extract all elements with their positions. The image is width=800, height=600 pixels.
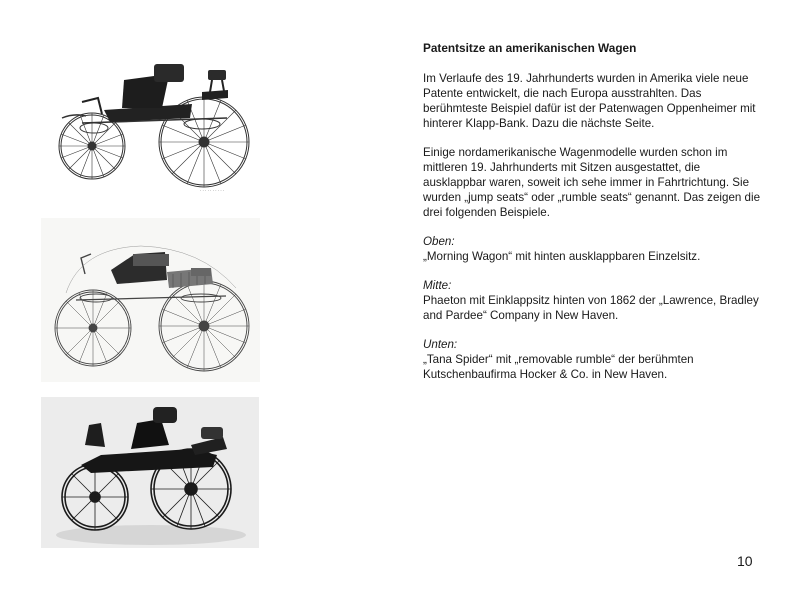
paragraph: Im Verlaufe des 19. Jahrhunderts wurden in Amerika viele neue Patente entwickelt, die nach Europa ausstrahlten. Das berühmteste Beispiel dafür ist der Patenwagen Oppenheimer mit hinterer Klapp-Bank. Dazu die nächste Seite. xyxy=(423,72,756,130)
paragraph: Einige nordamerikanische Wagenmodelle wurden schon im mittleren 19. Jahrhunderts mit Sitzen ausgestattet, die ausklappbar waren, soweit ich sehe immer in Fahrtrichtung. Sie wurden „jump seats“ oder „rumble seats“ genannt. Das zeigen die drei folgenden Beispiele. xyxy=(423,146,761,219)
caption-top xyxy=(423,234,763,264)
tana-spider-image xyxy=(41,397,259,548)
page-number: 10 xyxy=(737,553,753,569)
page-title: Patentsitze an amerikanischen Wagen xyxy=(423,41,637,55)
svg-text:· · · · · · · · · ·: · · · · · · · · · · xyxy=(200,188,225,193)
caption-text: Phaeton mit Einklappsitz hinten von 1862 der „Lawrence, Bradley and Pardee“ Company in New Haven. xyxy=(423,294,759,322)
caption-label: Oben: xyxy=(423,235,455,248)
caption-label: Mitte: xyxy=(423,279,452,292)
caption-label: Unten: xyxy=(423,338,458,351)
caption-text: „Morning Wagon“ mit hinten ausklappbaren Einzelsitz. xyxy=(423,250,701,263)
morning-wagon-image xyxy=(52,58,262,200)
caption-middle xyxy=(423,278,763,323)
text-column xyxy=(423,41,763,396)
caption-bottom xyxy=(423,337,763,382)
caption-text: „Tana Spider“ mit „removable rumble“ der berühmten Kutschenbaufirma Hocker & Co. in New Haven. xyxy=(423,353,694,381)
phaeton-image xyxy=(41,218,260,382)
